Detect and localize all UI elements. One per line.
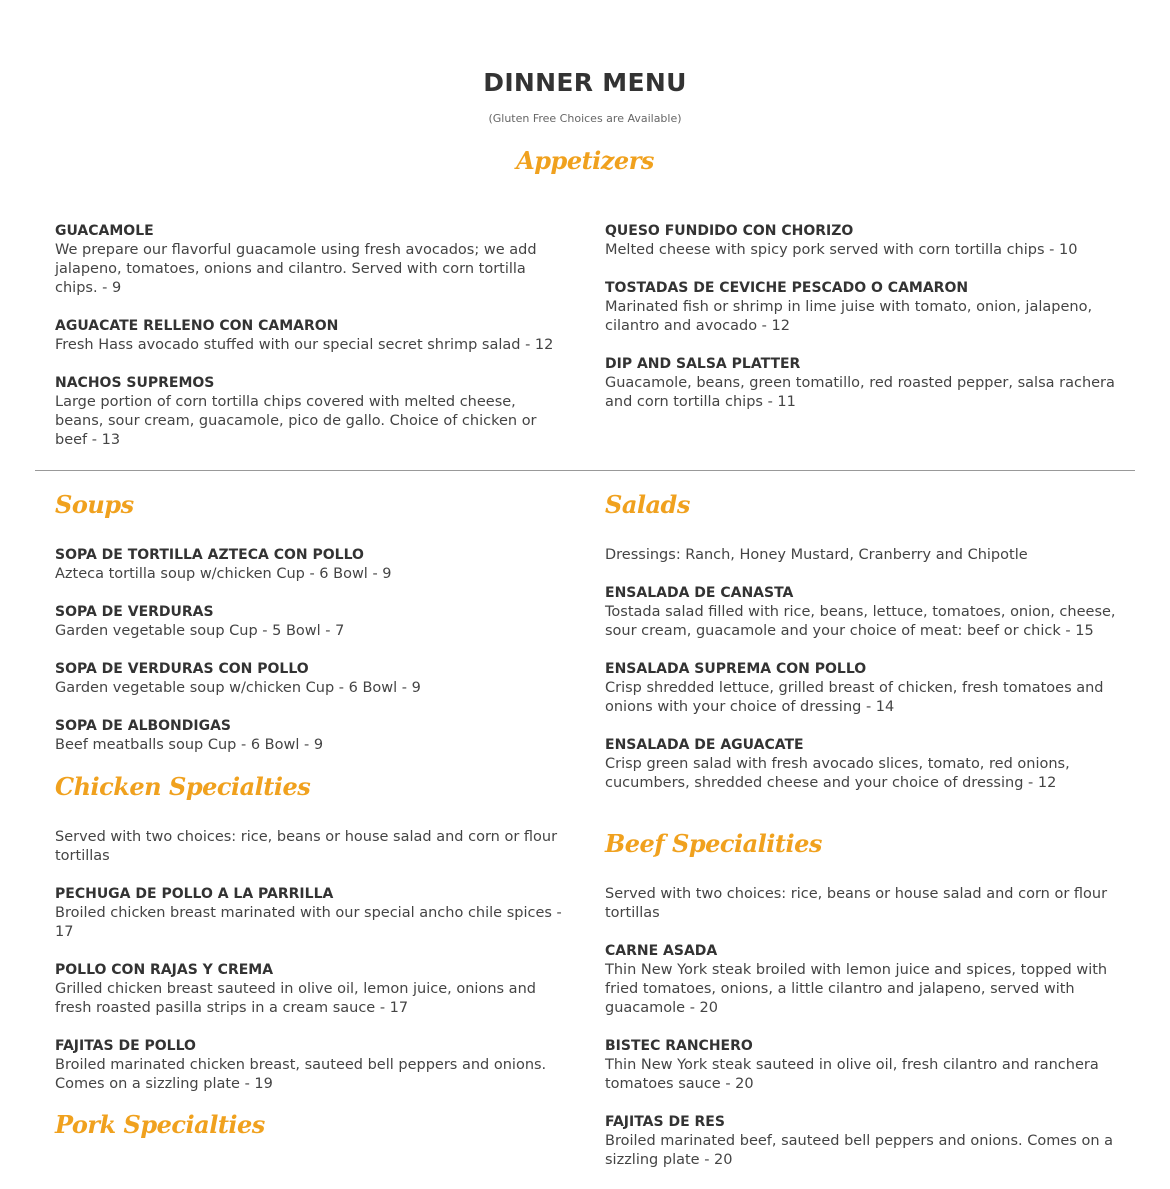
menu-item — [605, 1037, 1117, 1094]
item-name: CARNE ASADA — [605, 943, 718, 959]
item-name: POLLO CON RAJAS Y CREMA — [55, 962, 274, 978]
menu-item — [605, 942, 1117, 1018]
menu-item — [55, 222, 567, 298]
item-name: AGUACATE RELLENO CON CAMARON — [55, 318, 339, 334]
item-name: GUACAMOLE — [55, 223, 154, 239]
soups-list — [55, 546, 567, 774]
heading-soups: Soups — [55, 490, 134, 519]
menu-item — [55, 717, 567, 755]
heading-chicken-specialties: Chicken Specialties — [55, 772, 311, 801]
item-description: Melted cheese with spicy pork served with corn tortilla chips - 10 — [605, 242, 1078, 258]
section-note: Dressings: Ranch, Honey Mustard, Cranberry and Chipotle — [605, 547, 1028, 563]
menu-item — [55, 885, 567, 942]
menu-item — [55, 660, 567, 698]
menu-item — [605, 279, 1117, 336]
item-name: SOPA DE VERDURAS CON POLLO — [55, 661, 309, 677]
item-description: Broiled marinated chicken breast, sauteed bell peppers and onions. Comes on a sizzling plate - 19 — [55, 1057, 547, 1092]
heading-salads: Salads — [605, 490, 690, 519]
menu-item — [55, 1037, 567, 1094]
item-description: Thin New York steak broiled with lemon juice and spices, topped with fried tomatoes, onions, a little cilantro and jalapeno, served with guacamole - 20 — [605, 962, 1108, 1016]
item-name: ENSALADA DE CANASTA — [605, 585, 794, 601]
section-divider — [35, 470, 1135, 471]
menu-item — [605, 222, 1117, 260]
item-name: BISTEC RANCHERO — [605, 1038, 753, 1054]
menu-item — [55, 961, 567, 1018]
section-note: Served with two choices: rice, beans or house salad and corn or flour tortillas — [55, 829, 558, 864]
item-description: We prepare our flavorful guacamole using fresh avocados; we add jalapeno, tomatoes, onions and cilantro. Served with corn tortilla chips. - 9 — [55, 242, 537, 296]
item-name: FAJITAS DE POLLO — [55, 1038, 196, 1054]
item-name: FAJITAS DE RES — [605, 1114, 725, 1130]
item-name: SOPA DE VERDURAS — [55, 604, 214, 620]
heading-pork-specialties: Pork Specialties — [55, 1110, 265, 1139]
heading-appetizers: Appetizers — [516, 146, 654, 175]
item-name: ENSALADA SUPREMA CON POLLO — [605, 661, 867, 677]
item-description: Beef meatballs soup Cup - 6 Bowl - 9 — [55, 737, 324, 753]
item-description: Fresh Hass avocado stuffed with our special secret shrimp salad - 12 — [55, 337, 554, 353]
chicken-list — [55, 828, 567, 1113]
item-description: Azteca tortilla soup w/chicken Cup - 6 Bowl - 9 — [55, 566, 392, 582]
item-name: ENSALADA DE AGUACATE — [605, 737, 804, 753]
item-description: Grilled chicken breast sauteed in olive oil, lemon juice, onions and fresh roasted pasilla strips in a cream sauce - 17 — [55, 981, 536, 1016]
appetizers-left-column — [55, 222, 567, 469]
item-description: Guacamole, beans, green tomatillo, red roasted pepper, salsa rachera and corn tortilla chips - 11 — [605, 375, 1115, 410]
item-name: TOSTADAS DE CEVICHE PESCADO O CAMARON — [605, 280, 969, 296]
item-description: Large portion of corn tortilla chips covered with melted cheese, beans, sour cream, guacamole, pico de gallo. Choice of chicken or beef - 13 — [55, 394, 537, 448]
item-name: SOPA DE ALBONDIGAS — [55, 718, 232, 734]
heading-beef-specialities: Beef Specialities — [605, 829, 822, 858]
item-description: Crisp shredded lettuce, grilled breast of chicken, fresh tomatoes and onions with your choice of dressing - 14 — [605, 680, 1104, 715]
appetizers-right-column — [605, 222, 1117, 431]
menu-item — [55, 317, 567, 355]
item-name: QUESO FUNDIDO CON CHORIZO — [605, 223, 854, 239]
item-name: DIP AND SALSA PLATTER — [605, 356, 801, 372]
menu-item — [55, 546, 567, 584]
item-description: Garden vegetable soup Cup - 5 Bowl - 7 — [55, 623, 345, 639]
menu-item — [605, 1113, 1117, 1170]
section-note: Served with two choices: rice, beans or house salad and corn or flour tortillas — [605, 886, 1108, 921]
salads-list — [605, 546, 1117, 812]
item-description: Marinated fish or shrimp in lime juise with tomato, onion, jalapeno, cilantro and avocado - 12 — [605, 299, 1093, 334]
item-description: Thin New York steak sauteed in olive oil, fresh cilantro and ranchera tomatoes sauce - 20 — [605, 1057, 1099, 1092]
item-name: SOPA DE TORTILLA AZTECA CON POLLO — [55, 547, 364, 563]
menu-item — [55, 374, 567, 450]
beef-list — [605, 885, 1117, 1189]
item-description: Garden vegetable soup w/chicken Cup - 6 Bowl - 9 — [55, 680, 421, 696]
menu-item — [605, 584, 1117, 641]
menu-item — [55, 603, 567, 641]
menu-item — [605, 355, 1117, 412]
item-name: NACHOS SUPREMOS — [55, 375, 215, 391]
item-description: Crisp green salad with fresh avocado slices, tomato, red onions, cucumbers, shredded cheese and your choice of dressing - 12 — [605, 756, 1070, 791]
item-description: Broiled chicken breast marinated with our special ancho chile spices - 17 — [55, 905, 562, 940]
item-description: Broiled marinated beef, sauteed bell peppers and onions. Comes on a sizzling plate - 20 — [605, 1133, 1114, 1168]
page-title: DINNER MENU — [483, 68, 687, 97]
menu-item — [605, 736, 1117, 793]
item-description: Tostada salad filled with rice, beans, lettuce, tomatoes, onion, cheese, sour cream, guacamole and your choice of meat: beef or chick - 15 — [605, 604, 1116, 639]
item-name: PECHUGA DE POLLO A LA PARRILLA — [55, 886, 334, 902]
menu-item — [605, 660, 1117, 717]
page-subtitle: (Gluten Free Choices are Available) — [488, 112, 682, 125]
